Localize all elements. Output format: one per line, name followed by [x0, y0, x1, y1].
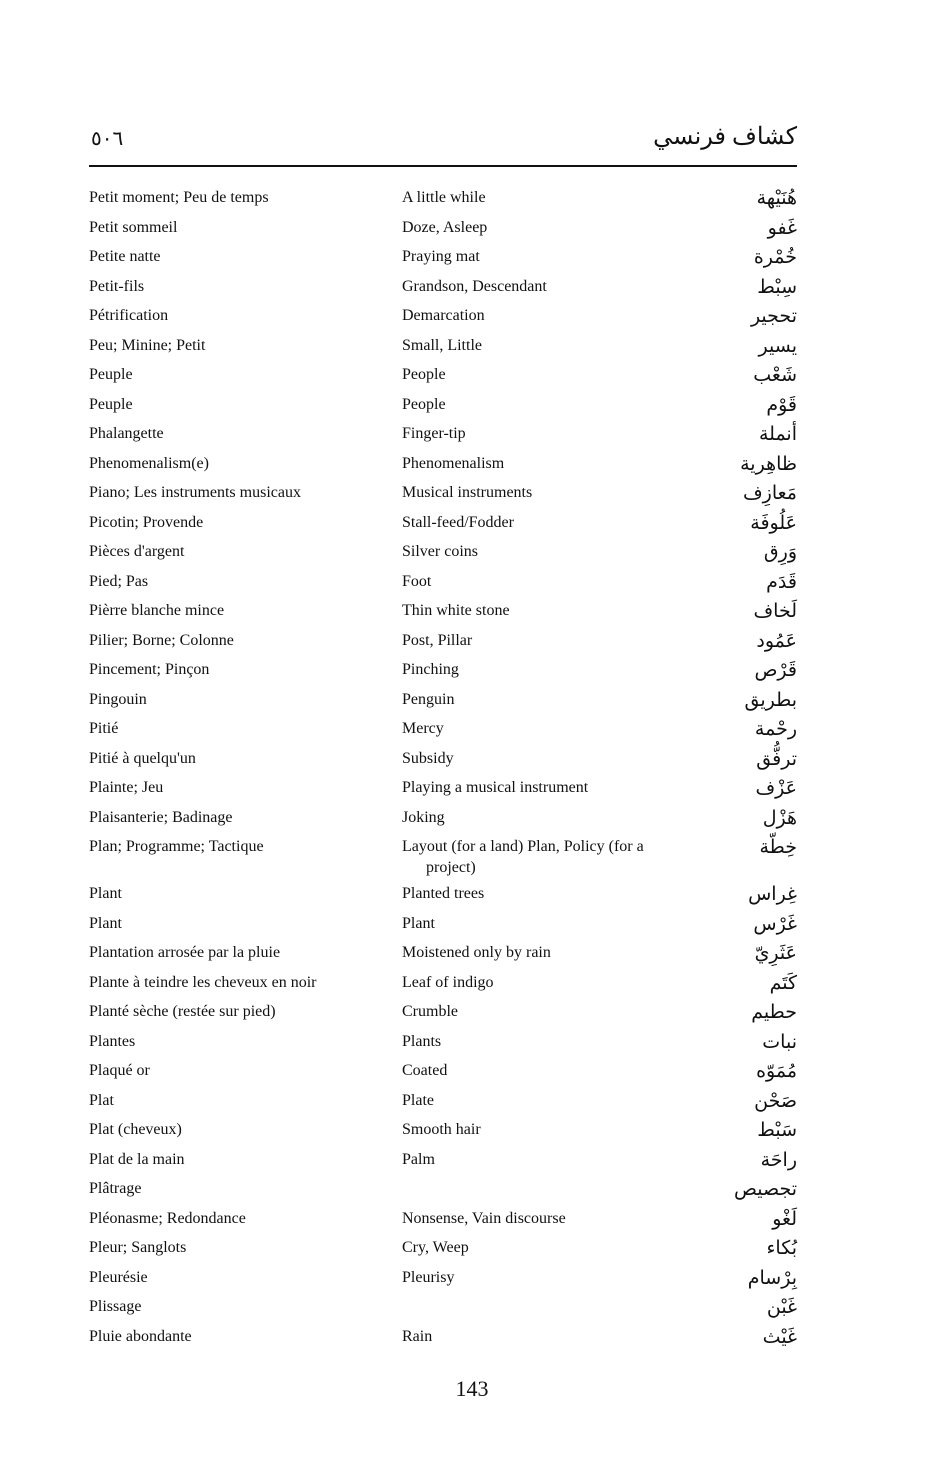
english-term: Small, Little	[402, 336, 482, 354]
french-term: Pléonasme; Redondance	[89, 1209, 246, 1227]
english-term: Praying mat	[402, 248, 480, 265]
english-term: Crumble	[402, 1003, 458, 1020]
english-term: Phenomenalism	[402, 454, 505, 472]
arabic-term: شَعْب	[753, 364, 797, 386]
english-term: Leaf of indigo	[402, 973, 494, 991]
arabic-term: قَرْص	[754, 659, 797, 681]
glossary-row	[89, 630, 797, 660]
glossary-row	[89, 453, 797, 483]
french-term: Phenomenalism(e)	[89, 454, 209, 472]
glossary-row	[89, 748, 797, 778]
glossary-row	[89, 1001, 797, 1031]
glossary-row	[89, 836, 797, 883]
french-term: Plant	[89, 914, 122, 932]
glossary-row	[89, 276, 797, 306]
english-term: Pinching	[402, 661, 459, 678]
arabic-term: قَدَم	[766, 570, 797, 593]
arabic-term: غَرْس	[753, 912, 797, 935]
french-term: Pleur; Sanglots	[89, 1239, 187, 1256]
french-term: Piano; Les instruments musicaux	[89, 484, 301, 501]
french-term: Planté sèche (restée sur pied)	[89, 1003, 276, 1020]
glossary-row	[89, 1237, 797, 1267]
french-term: Plantes	[89, 1032, 136, 1050]
glossary-row	[89, 335, 797, 365]
french-term: Picotin; Provende	[89, 513, 204, 531]
glossary-row	[89, 482, 797, 512]
arabic-term: أنملة	[758, 423, 797, 445]
english-term: Mercy	[402, 720, 444, 737]
glossary-row	[89, 718, 797, 748]
arabic-term: قَوْم	[766, 393, 797, 416]
arabic-term: لَخاف	[753, 600, 797, 622]
english-term: Thin white stone	[402, 602, 510, 619]
french-term: Phalangette	[89, 425, 164, 442]
french-term: Plaqué or	[89, 1062, 150, 1079]
french-term: Pitié à quelqu'un	[89, 749, 196, 767]
arabic-term: عَزْف	[755, 777, 797, 799]
english-term: Subsidy	[402, 749, 454, 767]
arabic-term: تحجير	[750, 305, 797, 327]
french-term: Petit-fils	[89, 277, 145, 295]
glossary-row	[89, 512, 797, 542]
french-term: Plant	[89, 885, 122, 902]
french-term: Pièrre blanche mince	[89, 602, 225, 619]
arabic-term: هَزْل	[762, 806, 797, 829]
glossary-row	[89, 942, 797, 972]
english-term: Foot	[402, 572, 432, 590]
english-term: Plant	[402, 914, 435, 932]
arabic-term: عَمُود	[756, 629, 797, 652]
glossary-row	[89, 807, 797, 837]
english-term: Plants	[402, 1032, 442, 1050]
glossary-row	[89, 305, 797, 335]
french-term: Petit moment; Peu de temps	[89, 189, 269, 206]
french-term: Petit sommeil	[89, 218, 178, 236]
glossary-row	[89, 972, 797, 1002]
english-term: Rain	[402, 1327, 433, 1345]
french-term: Plat de la main	[89, 1150, 185, 1168]
french-term: Pleurésie	[89, 1268, 148, 1286]
arabic-term: لَغْو	[772, 1207, 797, 1230]
arabic-term: سِبْط	[757, 275, 797, 298]
glossary-row	[89, 659, 797, 689]
arabic-term: ترفُّق	[756, 747, 797, 770]
english-term: Musical instruments	[402, 484, 533, 501]
arabic-term: وَرِق	[763, 541, 797, 563]
arabic-term: هُنَيْهة	[756, 187, 797, 209]
header-divider	[89, 165, 797, 167]
arabic-term: تجصيص	[733, 1178, 797, 1200]
french-term: Pièces d'argent	[89, 543, 185, 560]
french-term: Pétrification	[89, 307, 169, 324]
french-term: Plante à teindre les cheveux en noir	[89, 973, 317, 991]
english-term: Smooth hair	[402, 1121, 481, 1138]
arabic-term: يسير	[758, 334, 797, 357]
glossary-row	[89, 1090, 797, 1120]
english-term: Moistened only by rain	[402, 944, 551, 961]
english-term: Palm	[402, 1150, 435, 1168]
footer-page-number: 143	[455, 1376, 489, 1401]
arabic-term: بِرْسام	[747, 1266, 797, 1289]
glossary-row	[89, 1149, 797, 1179]
french-term: Pied; Pas	[89, 572, 149, 590]
arabic-term: غِراس	[748, 883, 797, 905]
english-term: People	[402, 366, 446, 383]
french-term: Plan; Programme; Tactique	[89, 838, 264, 855]
french-term: Plissage	[89, 1298, 142, 1315]
arabic-term: خُمْرة	[753, 246, 797, 268]
arabic-term: رحْمة	[754, 718, 797, 740]
arabic-term: راحَة	[760, 1148, 797, 1171]
glossary-table	[89, 187, 797, 1355]
french-term: Pincement; Pinçon	[89, 661, 210, 678]
glossary-row	[89, 1119, 797, 1149]
glossary-row	[89, 1178, 797, 1208]
french-term: Pilier; Borne; Colonne	[89, 631, 234, 649]
glossary-row	[89, 541, 797, 571]
arabic-term: خِطّة	[759, 836, 797, 858]
english-term: Nonsense, Vain discourse	[402, 1209, 566, 1227]
english-term: Stall-feed/Fodder	[402, 513, 514, 531]
arabic-term: نبات	[762, 1030, 797, 1053]
english-term: Demarcation	[402, 307, 485, 324]
english-term: Layout (for a land) Plan, Policy (for a project)	[402, 838, 644, 876]
english-term: Plate	[402, 1091, 434, 1109]
french-term: Plat (cheveux)	[89, 1121, 182, 1138]
arabic-term: ظاهِرية	[740, 452, 797, 475]
french-term: Peuple	[89, 395, 133, 413]
glossary-row	[89, 689, 797, 719]
english-term: Playing a musical instrument	[402, 779, 589, 796]
french-term: Plat	[89, 1091, 114, 1109]
glossary-row	[89, 394, 797, 424]
english-term: Joking	[402, 808, 445, 826]
english-term: Cry, Weep	[402, 1239, 469, 1256]
glossary-row	[89, 777, 797, 807]
arabic-term: مَعازِف	[742, 482, 797, 504]
arabic-term: مُمَوّه	[756, 1060, 797, 1082]
glossary-row	[89, 1326, 797, 1356]
glossary-row	[89, 423, 797, 453]
arabic-term: غَبْن	[766, 1296, 797, 1318]
glossary-row	[89, 1208, 797, 1238]
glossary-row	[89, 1267, 797, 1297]
glossary-row	[89, 1031, 797, 1061]
glossary-row	[89, 187, 797, 217]
english-term: People	[402, 395, 446, 413]
glossary-row	[89, 217, 797, 247]
french-term: Pluie abondante	[89, 1327, 192, 1345]
english-term: Planted trees	[402, 885, 485, 902]
arabic-term: بُكاء	[766, 1237, 797, 1259]
glossary-row	[89, 364, 797, 394]
french-term: Plâtrage	[89, 1180, 142, 1197]
header-title: كشاف فرنسي	[653, 124, 797, 150]
arabic-term: حطيم	[751, 1001, 797, 1023]
arabic-term: كَتَم	[769, 971, 797, 994]
glossary-row	[89, 246, 797, 276]
english-term: Doze, Asleep	[402, 218, 488, 236]
french-term: Peu; Minine; Petit	[89, 336, 206, 354]
english-term: Coated	[402, 1062, 448, 1079]
arabic-term: سَبْط	[757, 1119, 797, 1141]
english-term: Grandson, Descendant	[402, 277, 547, 295]
arabic-term: بطريق	[744, 688, 797, 711]
french-term: Peuple	[89, 366, 133, 383]
english-term: Post, Pillar	[402, 631, 473, 649]
french-term: Plantation arrosée par la pluie	[89, 944, 281, 961]
glossary-row	[89, 600, 797, 630]
english-term: Silver coins	[402, 543, 478, 560]
arabic-term: غَيْث	[762, 1325, 797, 1348]
glossary-row	[89, 883, 797, 913]
english-term: Penguin	[402, 690, 455, 708]
glossary-row	[89, 1060, 797, 1090]
french-term: Pitié	[89, 720, 119, 737]
french-term: Pingouin	[89, 690, 147, 708]
english-term: A little while	[402, 189, 486, 206]
header-page-number: ٥٠٦	[91, 128, 124, 150]
english-term: Pleurisy	[402, 1268, 455, 1286]
arabic-term: صَحْن	[754, 1089, 797, 1112]
arabic-term: عَلُوفَة	[750, 511, 797, 534]
arabic-term: عَثَرِيّ	[754, 942, 797, 964]
glossary-row	[89, 1296, 797, 1326]
arabic-term: غَفو	[767, 216, 797, 239]
french-term: Plainte; Jeu	[89, 779, 164, 796]
glossary-row	[89, 571, 797, 601]
english-term: Finger-tip	[402, 425, 466, 442]
glossary-row	[89, 913, 797, 943]
french-term: Petite natte	[89, 248, 161, 265]
page-header	[89, 120, 797, 162]
french-term: Plaisanterie; Badinage	[89, 808, 233, 826]
